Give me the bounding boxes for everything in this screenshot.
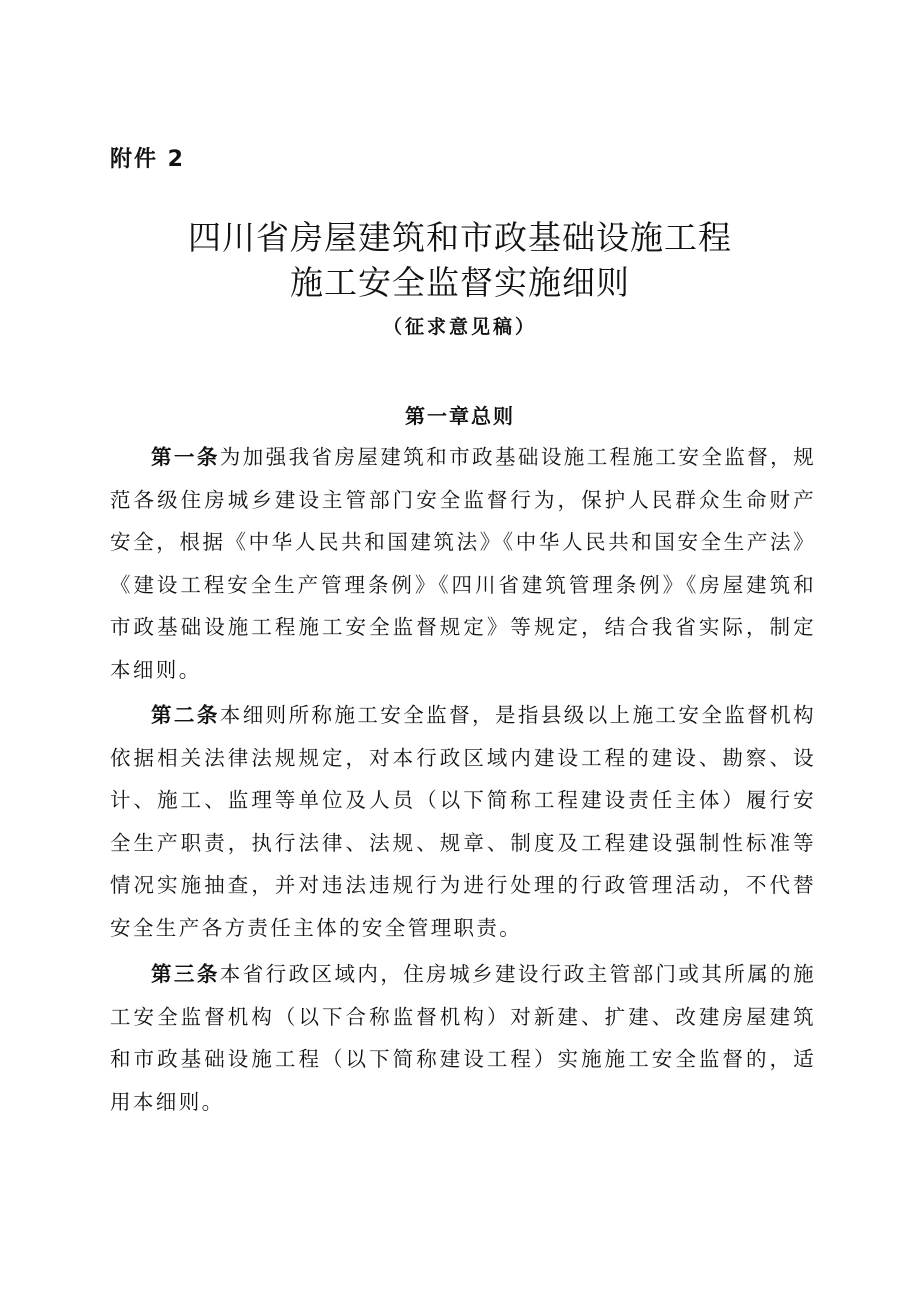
document-title-line-1: 四川省房屋建筑和市政基础设施工程	[188, 218, 732, 257]
article-2	[110, 694, 816, 949]
article-1-text: 为加强我省房屋建筑和市政基础设施工程施工安全监督，规范各级住房城乡建设主管部门安全监督行为，保护人民群众生命财产安全，根据《中华人民共和国建筑法》《中华人民共和国安全生产法》《建设工程安全生产管理条例》《四川省建筑管理条例》《房屋建筑和市政基础设施工程施工安全监督规定》等规定，结合我省实际，制定本细则。	[110, 445, 816, 682]
document-title-line-2: 施工安全监督实施细则	[290, 263, 630, 302]
article-2-text: 本细则所称施工安全监督，是指县级以上施工安全监督机构依据相关法律法规规定，对本行政区域内建设工程的建设、勘察、设计、施工、监理等单位及人员（以下简称工程建设责任主体）履行安全生产职责，执行法律、法规、规章、制度及工程建设强制性标准等情况实施抽查，并对违法违规行为进行处理的行政管理活动，不代替安全生产各方责任主体的安全管理职责。	[110, 703, 816, 940]
document-subtitle: （征求意见稿）	[382, 316, 537, 338]
chapter-heading: 第一章总则	[405, 404, 515, 428]
attachment-label: 附件 2	[110, 147, 185, 172]
article-3-heading: 第三条	[151, 962, 220, 986]
article-3-text: 本省行政区域内，住房城乡建设行政主管部门或其所属的施工安全监督机构（以下合称监督机构）对新建、扩建、改建房屋建筑和市政基础设施工程（以下简称建设工程）实施施工安全监督的，适用本细则。	[110, 962, 816, 1114]
article-2-heading: 第二条	[151, 703, 220, 727]
article-1-heading: 第一条	[151, 445, 220, 469]
article-3	[110, 953, 816, 1123]
article-1	[110, 436, 816, 691]
